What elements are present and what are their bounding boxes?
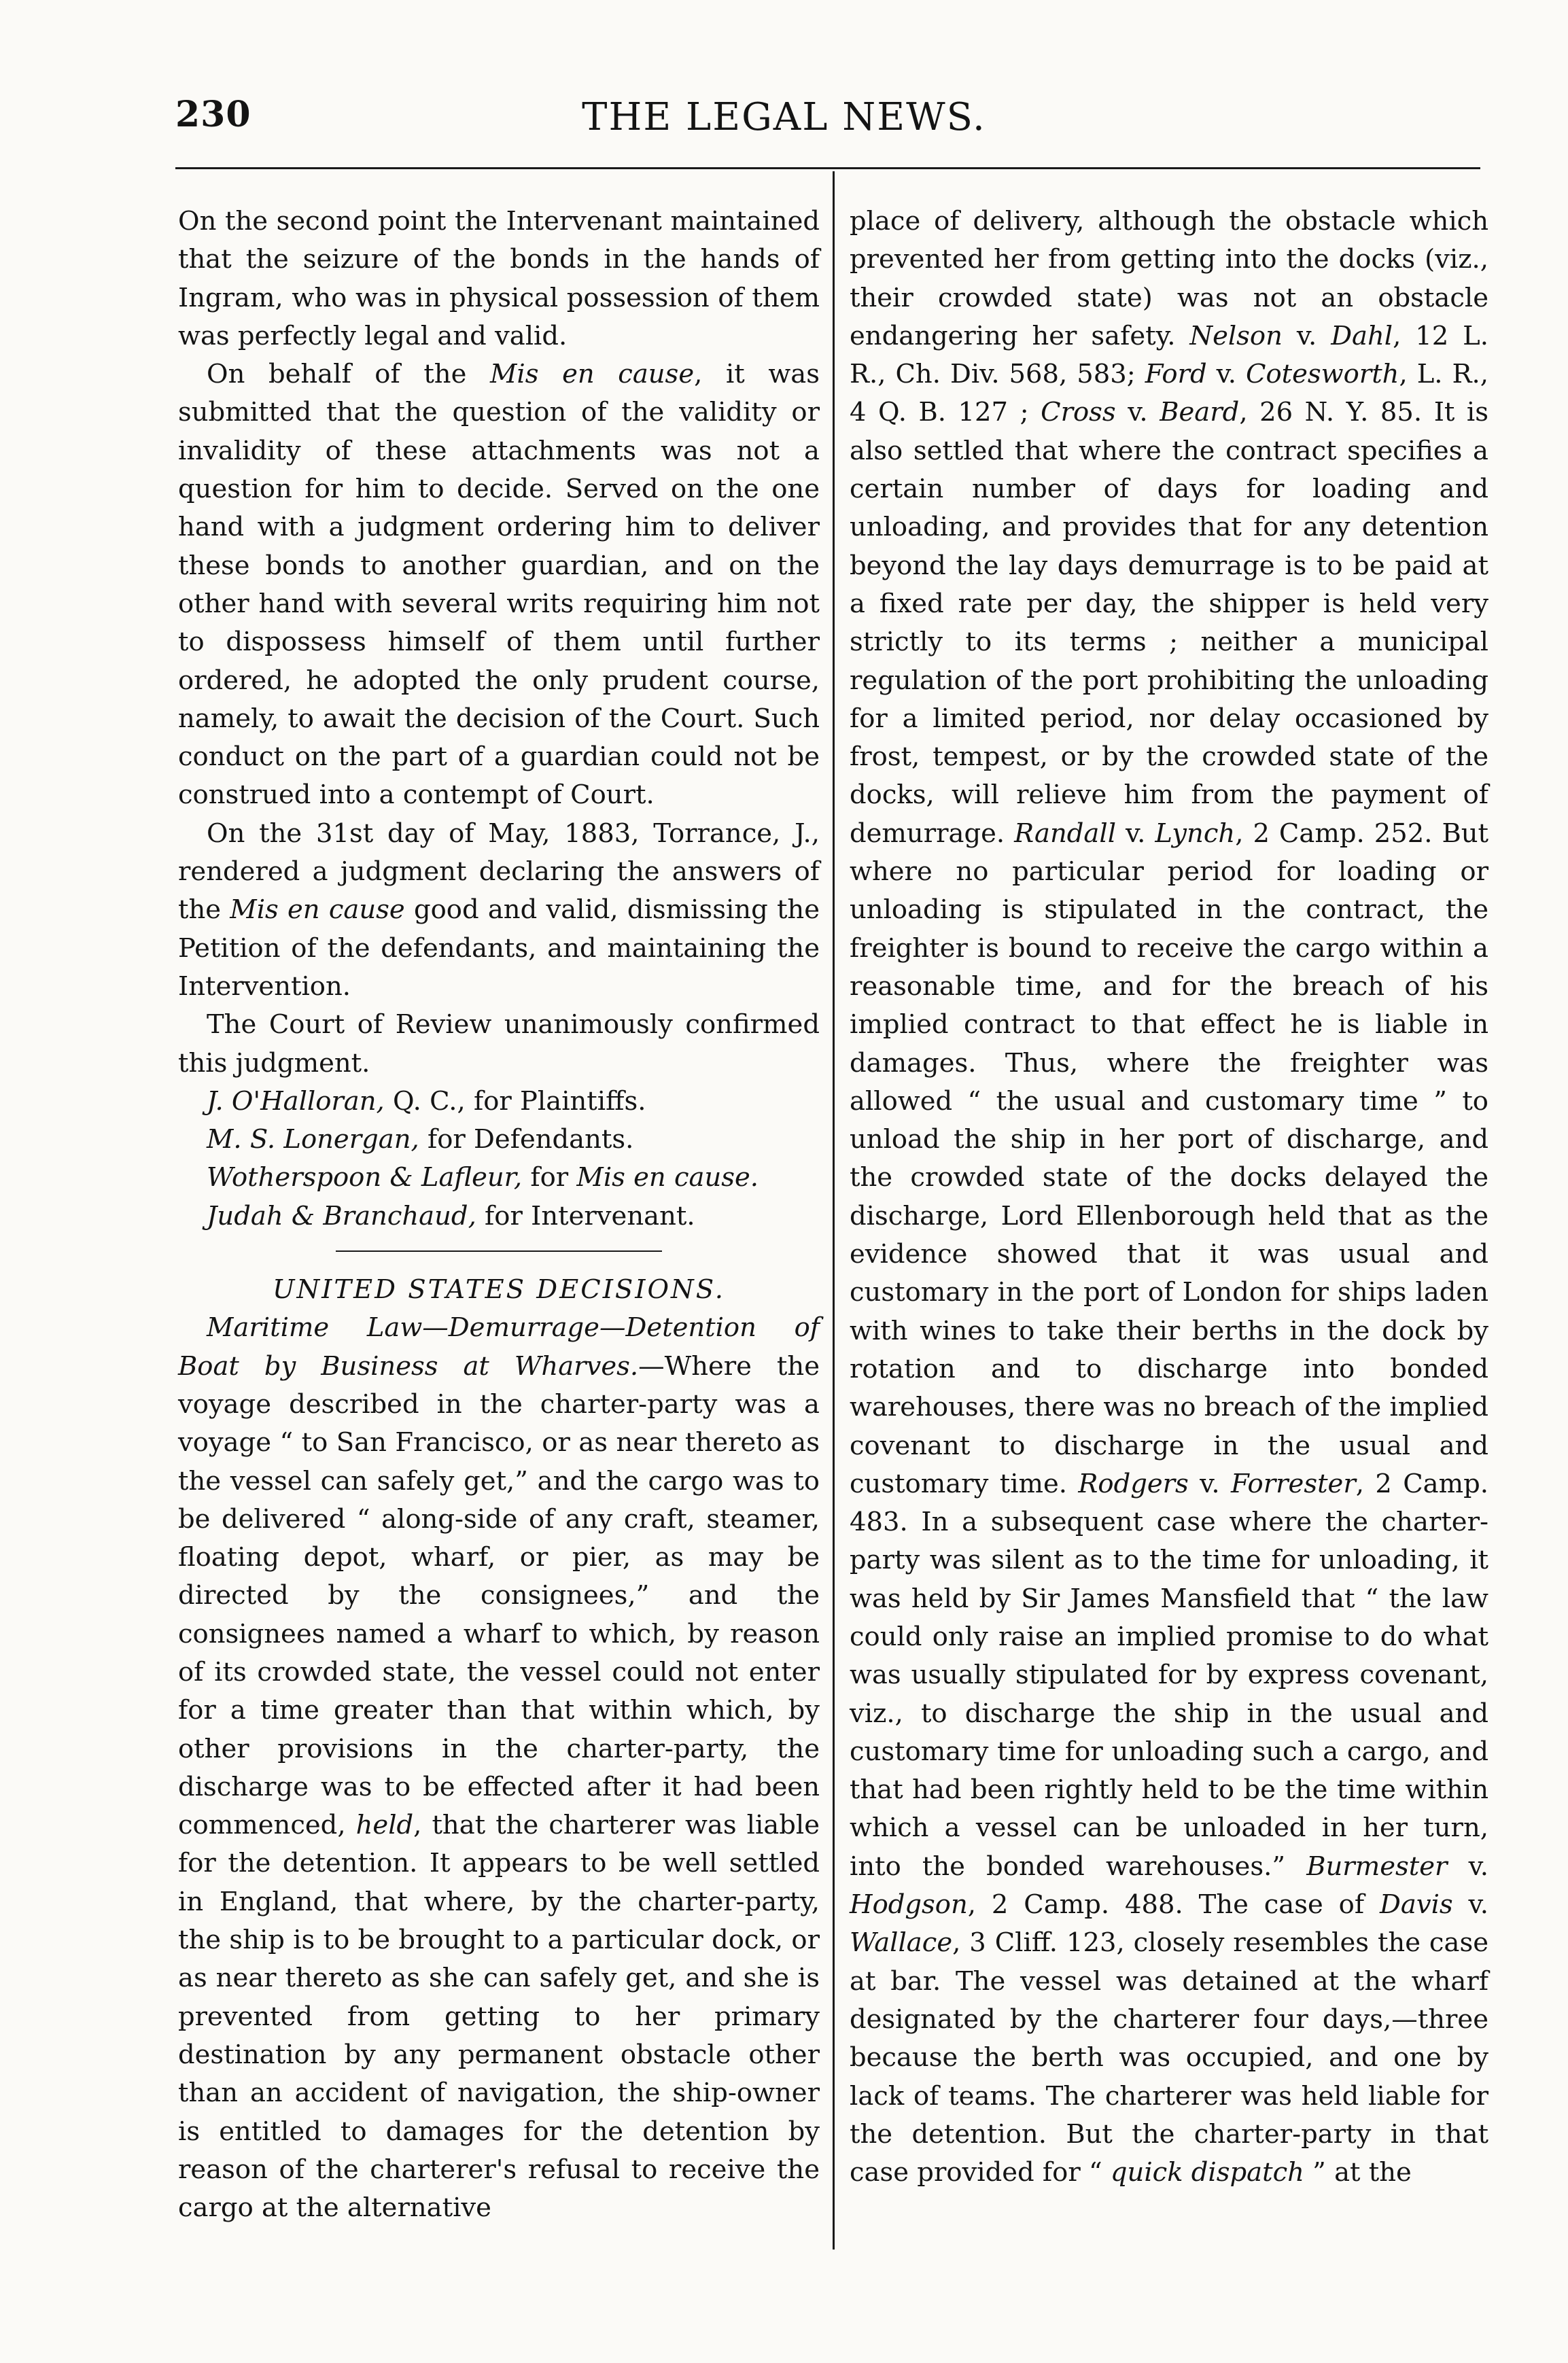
left-column — [178, 203, 820, 2227]
citation: , 2 Camp. 252. — [1235, 818, 1442, 849]
citation: , 2 Camp. 488. — [967, 1889, 1199, 1921]
counsel-name: Wotherspoon & Lafleur, — [207, 1162, 523, 1193]
text-span: ” at the — [1304, 2157, 1412, 2188]
case-name: Cotesworth — [1246, 359, 1399, 390]
case-name: Davis — [1380, 1889, 1453, 1921]
paragraph-continuation — [850, 203, 1488, 2192]
text-span: , that the charterer was liable for the detention. It appears to be well settled in England, that where, by the charter-party, the ship is to be brought to a particular dock, or as near thereto as she can safely get, and she is prevented from getting to her primary destination by any permanent obstacle other than an accident of navigation, the ship-owner is entitled to damages for the detention by reason of the charterer's refusal to receive the cargo at the alternative — [178, 1810, 820, 2224]
case-paragraph — [178, 1309, 820, 2227]
right-column — [850, 203, 1488, 2192]
text-span: v. — [1116, 818, 1155, 849]
citation: , L. R., 4 Q. B. 127 ; — [850, 359, 1488, 428]
text-span: place of delivery, although the obstacle which prevented her from getting into the docks (viz., their crowded state) was not an obstacle endangering her safety. — [850, 206, 1488, 351]
header-rule — [175, 167, 1480, 169]
text-span: v. — [1452, 1889, 1488, 1921]
italic-term: Mis en cause — [489, 359, 695, 390]
text-span: In a subsequent case where the charter-party was silent as to the time for unloading, it was held by Sir James Mansfield that “ the law could only raise an implied promise to do what was usually stipulated for by express covenant, viz., to discharge the ship in the usual and customary time for unloading such a cargo, and that had been rightly held to be the time within which a vessel can be unloaded in her turn, into the bonded warehouses.” — [850, 1507, 1488, 1882]
text-span: v. — [1115, 397, 1160, 428]
section-rule — [336, 1250, 662, 1252]
text-span: v. — [1447, 1851, 1488, 1882]
text-span: It is also settled that where the contract specifies a certain number of days for loading and unloading, and provides that for any detention beyond the lay days demurrage is to be paid at a fixed rate per day, the shipper is held very strictly to its terms ; neither a municipal regulation of the port prohibiting the unloading for a limited period, nor delay occasioned by frost, tempest, or by the crowded state of the docks, will relieve him from the payment of demurrage. — [850, 397, 1488, 849]
counsel-name: M. S. Lonergan, — [207, 1124, 419, 1155]
case-name: Dahl — [1331, 320, 1393, 351]
paragraph-mis-en-cause — [178, 355, 820, 815]
case-name: Lynch — [1155, 818, 1236, 849]
paragraph-review: The Court of Review unanimously confirmed this judgment. — [178, 1009, 820, 1079]
journal-title: THE LEGAL NEWS. — [582, 95, 986, 139]
counsel-role: for — [522, 1162, 577, 1193]
paragraph-intervenant: On the second point the Intervenant maintained that the seizure of the bonds in the hands of Ingram, who was in physical possession of them was perfectly legal and valid. — [178, 206, 820, 351]
case-name: Burmester — [1306, 1851, 1448, 1882]
case-name: Randall — [1014, 818, 1117, 849]
text-span: On the 31st day of May, 1883, Torrance, J., rendered a judgment declaring the answers of the — [178, 818, 820, 926]
text-span: , it was submitted that the question of the validity or invalidity of these attachments was not a question for him to decide. Served on the one hand with a judgment ordering him to deliver these bonds to another guardian, and on the other hand with several writs requiring him not to dispossess himself of them until further ordered, he adopted the only prudent course, namely, to await the decision of the Court. Such conduct on the part of a guardian could not be construed into a contempt of Court. — [178, 359, 820, 811]
case-caption: Maritime Law—Demurrage—Detention of Boat by Business at Wharves. — [178, 1312, 820, 1382]
section-heading: UNITED STATES DECISIONS. — [273, 1274, 725, 1306]
citation: , 12 L. R., Ch. Div. 568, 583; — [850, 320, 1488, 390]
case-name: Cross — [1041, 397, 1116, 428]
counsel-line — [178, 1083, 820, 1121]
counsel-name: Judah & Branchaud, — [207, 1200, 476, 1231]
page-number: 230 — [175, 94, 251, 135]
counsel-name: J. O'Halloran, — [207, 1085, 385, 1117]
text-span: good and valid, dismissing the Petition of the defendants, and maintaining the Intervention. — [178, 894, 820, 1002]
text-span: On behalf of the — [207, 359, 490, 390]
counsel-role: for Intervenant. — [476, 1200, 695, 1231]
case-name: Nelson — [1189, 320, 1283, 351]
counsel-role: Q. C., for Plaintiffs. — [384, 1085, 646, 1117]
text-span: v. — [1188, 1468, 1231, 1499]
paragraph-judgment — [178, 815, 820, 1006]
counsel-line — [178, 1121, 820, 1159]
counsel-line — [178, 1197, 820, 1236]
case-name: Wallace — [850, 1927, 953, 1959]
citation: , 2 Camp. 483. — [850, 1468, 1488, 1538]
counsel-role: for Defendants. — [419, 1124, 634, 1155]
case-name: Beard — [1160, 397, 1240, 428]
italic-term: quick dispatch — [1110, 2157, 1304, 2188]
text-span: But where no particular period for loading or unloading is stipulated in the contract, the freighter is bound to receive the cargo within a reasonable time, and for the breach of his implied contract to that effect he is liable in damages. Thus, where the freighter was allowed “ the usual and customary time ” to unload the ship in her port of discharge, and the crowded state of the docks delayed the discharge, Lord Ellenborough held that as the evidence showed that it was usual and customary in the port of London for ships laden with wines to take their berths in the dock by rotation and to discharge into bonded warehouses, there was no breach of the implied covenant to discharge in the usual and customary time. — [850, 818, 1488, 1499]
case-name: Forrester — [1230, 1468, 1356, 1499]
text-span: The case of — [1198, 1889, 1380, 1921]
counsel-line — [178, 1159, 820, 1197]
text-span: v. — [1206, 359, 1247, 390]
case-name: Hodgson — [850, 1889, 968, 1921]
italic-term: held — [355, 1810, 414, 1841]
text-span: v. — [1282, 320, 1331, 351]
text-span: closely resembles the case at bar. The vessel was detained at the wharf designated by the charterer four days,—three because the berth was occupied, and one by lack of teams. The charterer was held liable for the detention. But the charter-party in that case provided for “ — [850, 1927, 1488, 2188]
citation: , 3 Cliff. 123, — [952, 1927, 1134, 1959]
text-span: —Where the voyage described in the charter-party was a voyage “ to San Francisco, or as near thereto as the vessel can safely get,” and the cargo was to be delivered “ along-side of any craft, steamer, floating depot, wharf, or pier, as may be directed by the consignees,” and the consignees named a wharf to which, by reason of its crowded state, the vessel could not enter for a time greater than that within which, by other provisions in the charter-party, the discharge was to be effected after it had been commenced, — [178, 1350, 820, 1841]
column-divider — [833, 171, 835, 2250]
counsel-role-italic: Mis en cause. — [576, 1162, 759, 1193]
case-name: Rodgers — [1078, 1468, 1189, 1499]
citation: , 26 N. Y. 85. — [1239, 397, 1434, 428]
italic-term: Mis en cause — [230, 894, 405, 926]
case-name: Ford — [1145, 359, 1207, 390]
